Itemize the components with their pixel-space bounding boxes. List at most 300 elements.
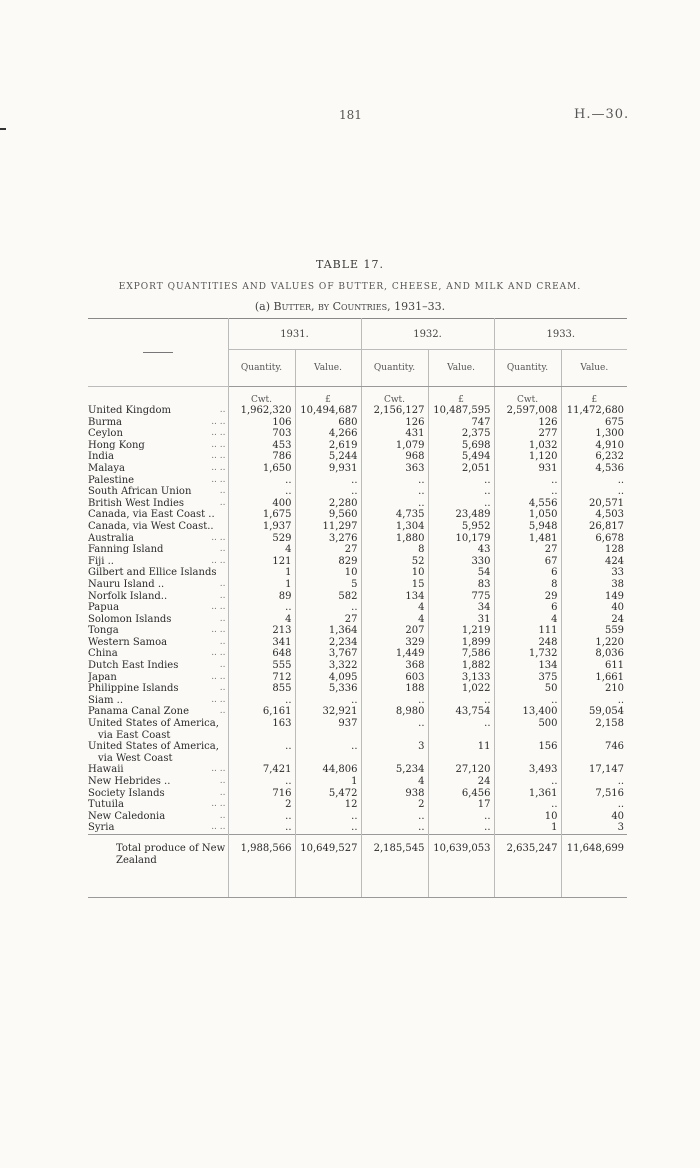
- table-title: TABLE 17.: [315, 258, 385, 271]
- leader-dots: .. ..: [211, 555, 226, 566]
- value-cell: ..: [428, 718, 494, 741]
- quantity-cell: 500: [494, 718, 561, 741]
- caption-prefix: (a): [254, 300, 271, 313]
- value-cell: 330: [428, 556, 494, 568]
- total-label: [88, 834, 228, 897]
- country-name: Japan: [88, 671, 117, 683]
- total-cell: 11,648,699: [561, 834, 627, 897]
- value-header: Value.: [295, 350, 361, 387]
- quantity-cell: 1,079: [361, 440, 428, 452]
- quantity-header: Quantity.: [361, 350, 428, 387]
- value-cell: 10,179: [428, 533, 494, 545]
- quantity-cell: 931: [494, 463, 561, 475]
- value-cell: ..: [428, 811, 494, 823]
- table-row: [88, 637, 627, 649]
- value-cell: ..: [428, 486, 494, 498]
- value-cell: 43,754: [428, 706, 494, 718]
- value-cell: 829: [295, 556, 361, 568]
- country-cell: [88, 776, 228, 788]
- total-cell: 2,185,545: [361, 834, 428, 897]
- quantity-cell: 248: [494, 637, 561, 649]
- leader-dots: .. ..: [211, 532, 226, 543]
- table-row: [88, 509, 627, 521]
- country-name: Fiji ..: [88, 555, 114, 567]
- quantity-cell: 3: [361, 741, 428, 764]
- value-cell: 40: [561, 811, 627, 823]
- table-row: [88, 440, 627, 452]
- table-row: [88, 579, 627, 591]
- quantity-cell: 786: [228, 451, 295, 463]
- value-cell: 59,054: [561, 706, 627, 718]
- value-cell: ..: [428, 498, 494, 510]
- quantity-header: Quantity.: [494, 350, 561, 387]
- value-cell: 33: [561, 567, 627, 579]
- value-cell: 6,232: [561, 451, 627, 463]
- table-row: [88, 533, 627, 545]
- year-header: 1933.: [494, 319, 627, 350]
- unit-value: £: [295, 387, 361, 406]
- leader-dots: .. ..: [211, 625, 226, 636]
- quantity-cell: ..: [494, 486, 561, 498]
- value-cell: 3,767: [295, 648, 361, 660]
- quantity-cell: ..: [361, 695, 428, 707]
- country-cell: [88, 660, 228, 672]
- quantity-cell: ..: [228, 602, 295, 614]
- value-cell: 1,300: [561, 428, 627, 440]
- value-cell: ..: [561, 486, 627, 498]
- quantity-cell: 648: [228, 648, 295, 660]
- unit-value: £: [428, 387, 494, 406]
- value-cell: 4,503: [561, 509, 627, 521]
- country-name: Tonga: [88, 625, 119, 637]
- quantity-cell: 213: [228, 625, 295, 637]
- value-cell: 44,806: [295, 764, 361, 776]
- country-name: Papua: [88, 602, 120, 614]
- country-name: Australia: [88, 532, 134, 544]
- year-header: 1931.: [228, 319, 361, 350]
- quantity-cell: 1,962,320: [228, 405, 295, 417]
- quantity-cell: 716: [228, 788, 295, 800]
- country-cell: [88, 405, 228, 417]
- leader-dots: .. ..: [211, 764, 226, 775]
- country-name: New Hebrides ..: [88, 776, 171, 787]
- quantity-cell: 126: [494, 417, 561, 429]
- table-row: [88, 822, 627, 834]
- country-name: China: [88, 648, 118, 660]
- quantity-cell: 4: [494, 614, 561, 626]
- quantity-cell: 5,234: [361, 764, 428, 776]
- quantity-cell: ..: [228, 811, 295, 823]
- quantity-cell: 529: [228, 533, 295, 545]
- quantity-cell: ..: [228, 695, 295, 707]
- country-name: New Caledonia: [88, 810, 166, 822]
- table-caption: [0, 300, 700, 313]
- leader-dots: ..: [219, 776, 226, 786]
- value-cell: 149: [561, 591, 627, 603]
- quantity-cell: 2,156,127: [361, 405, 428, 417]
- value-cell: 1,219: [428, 625, 494, 637]
- value-cell: 9,560: [295, 509, 361, 521]
- total-cell: 10,639,053: [428, 834, 494, 897]
- table-row: [88, 741, 627, 764]
- quantity-cell: 555: [228, 660, 295, 672]
- leader-dots: ..: [219, 497, 226, 508]
- quantity-cell: 13,400: [494, 706, 561, 718]
- value-cell: 7,516: [561, 788, 627, 800]
- table-row: [88, 602, 627, 614]
- quantity-cell: 3,493: [494, 764, 561, 776]
- quantity-cell: 67: [494, 556, 561, 568]
- value-cell: ..: [295, 695, 361, 707]
- value-cell: 12: [295, 799, 361, 811]
- quantity-cell: 5,948: [494, 521, 561, 533]
- value-cell: ..: [295, 811, 361, 823]
- value-cell: 2,280: [295, 498, 361, 510]
- table-row: [88, 463, 627, 475]
- country-name: United States of America,: [88, 718, 219, 730]
- country-cell: [88, 475, 228, 487]
- value-cell: 31: [428, 614, 494, 626]
- value-cell: 2,619: [295, 440, 361, 452]
- value-cell: 5: [295, 579, 361, 591]
- country-cell: [88, 683, 228, 695]
- table-row: [88, 776, 627, 788]
- table-subtitle: EXPORT QUANTITIES AND VALUES OF BUTTER, CHEESE, AND MILK AND CREAM.: [118, 282, 582, 292]
- quantity-cell: 121: [228, 556, 295, 568]
- quantity-cell: 341: [228, 637, 295, 649]
- quantity-cell: 2: [228, 799, 295, 811]
- country-name: Canada, via West Coast..: [88, 520, 214, 532]
- value-cell: 43: [428, 544, 494, 556]
- table-row: [88, 475, 627, 487]
- quantity-cell: 27: [494, 544, 561, 556]
- margin-mark: [0, 128, 6, 130]
- country-header-cell: [88, 319, 228, 387]
- leader-dots: ..: [219, 544, 226, 555]
- country-cell: [88, 648, 228, 660]
- quantity-cell: ..: [361, 718, 428, 741]
- country-name: Society Islands: [88, 787, 165, 799]
- quantity-cell: ..: [361, 498, 428, 510]
- quantity-cell: 1,880: [361, 533, 428, 545]
- country-name-continuation: via East Coast: [98, 729, 171, 741]
- quantity-cell: ..: [228, 741, 295, 764]
- quantity-cell: 1,675: [228, 509, 295, 521]
- value-cell: 40: [561, 602, 627, 614]
- table-row: [88, 799, 627, 811]
- quantity-cell: 156: [494, 741, 561, 764]
- leader-dots: .. ..: [211, 416, 226, 427]
- country-cell: [88, 764, 228, 776]
- value-cell: 7,586: [428, 648, 494, 660]
- quantity-cell: 4: [228, 614, 295, 626]
- table-row: [88, 764, 627, 776]
- country-name: Burma: [88, 416, 123, 428]
- quantity-cell: 163: [228, 718, 295, 741]
- value-cell: 4,910: [561, 440, 627, 452]
- table-row: [88, 567, 627, 579]
- leader-dots: ..: [219, 405, 226, 415]
- value-cell: 747: [428, 417, 494, 429]
- table-row: [88, 648, 627, 660]
- value-cell: 2,051: [428, 463, 494, 475]
- quantity-cell: 431: [361, 428, 428, 440]
- value-cell: ..: [561, 799, 627, 811]
- quantity-cell: 29: [494, 591, 561, 603]
- value-cell: 3,322: [295, 660, 361, 672]
- leader-dots: ..: [219, 810, 226, 821]
- value-cell: 1,882: [428, 660, 494, 672]
- country-cell: [88, 544, 228, 556]
- table-row: [88, 556, 627, 568]
- value-cell: 26,817: [561, 521, 627, 533]
- quantity-cell: 8,980: [361, 706, 428, 718]
- quantity-cell: 15: [361, 579, 428, 591]
- value-cell: 611: [561, 660, 627, 672]
- total-label-line1: Total produce of New: [116, 842, 226, 854]
- country-cell: [88, 591, 228, 603]
- value-cell: 27: [295, 544, 361, 556]
- country-name: British West Indies: [88, 497, 185, 509]
- page-number: 181: [339, 108, 362, 122]
- country-name-continuation: via West Coast: [98, 752, 173, 764]
- quantity-cell: ..: [494, 776, 561, 788]
- quantity-cell: 106: [228, 417, 295, 429]
- quantity-cell: 4: [228, 544, 295, 556]
- quantity-cell: 703: [228, 428, 295, 440]
- value-cell: 17,147: [561, 764, 627, 776]
- value-cell: 2,158: [561, 718, 627, 741]
- country-name: Panama Canal Zone: [88, 706, 189, 718]
- value-cell: 1,899: [428, 637, 494, 649]
- table-row: [88, 451, 627, 463]
- caption-text: Butter, by Countries, 1931–33.: [273, 300, 446, 313]
- country-name: Norfolk Island..: [88, 590, 168, 602]
- country-name: Palestine: [88, 474, 135, 486]
- quantity-cell: 4: [361, 602, 428, 614]
- value-cell: 4,095: [295, 672, 361, 684]
- quantity-cell: 10: [361, 567, 428, 579]
- value-cell: 937: [295, 718, 361, 741]
- quantity-cell: 277: [494, 428, 561, 440]
- quantity-cell: ..: [228, 486, 295, 498]
- quantity-cell: 134: [494, 660, 561, 672]
- country-name: Hong Kong: [88, 439, 145, 451]
- quantity-cell: ..: [494, 695, 561, 707]
- country-name: Western Samoa: [88, 636, 168, 648]
- value-cell: 3: [561, 822, 627, 834]
- country-name: United States of America,: [88, 741, 219, 753]
- value-cell: 23,489: [428, 509, 494, 521]
- quantity-cell: 6: [494, 602, 561, 614]
- table-row: [88, 811, 627, 823]
- leader-dots: .. ..: [211, 671, 226, 682]
- quantity-cell: ..: [494, 475, 561, 487]
- quantity-cell: 1,937: [228, 521, 295, 533]
- country-cell: [88, 637, 228, 649]
- country-name: Canada, via East Coast ..: [88, 509, 215, 521]
- quantity-cell: 375: [494, 672, 561, 684]
- total-cell: 2,635,247: [494, 834, 561, 897]
- total-cell: 1,988,566: [228, 834, 295, 897]
- country-name: Dutch East Indies: [88, 660, 179, 672]
- table-row: [88, 498, 627, 510]
- value-cell: 24: [428, 776, 494, 788]
- country-cell: [88, 741, 228, 764]
- table-row: [88, 614, 627, 626]
- country-name: Nauru Island ..: [88, 578, 165, 590]
- quantity-cell: 111: [494, 625, 561, 637]
- quantity-cell: 10: [494, 811, 561, 823]
- table-row: [88, 706, 627, 718]
- value-cell: 20,571: [561, 498, 627, 510]
- quantity-cell: 453: [228, 440, 295, 452]
- value-cell: 10,494,687: [295, 405, 361, 417]
- value-cell: 11,472,680: [561, 405, 627, 417]
- value-cell: 5,244: [295, 451, 361, 463]
- year-header: 1932.: [361, 319, 494, 350]
- value-header: Value.: [428, 350, 494, 387]
- country-cell: [88, 706, 228, 718]
- quantity-cell: 1,120: [494, 451, 561, 463]
- quantity-cell: 855: [228, 683, 295, 695]
- country-cell: [88, 428, 228, 440]
- value-cell: 5,472: [295, 788, 361, 800]
- value-cell: 4,266: [295, 428, 361, 440]
- leader-dots: .. ..: [211, 822, 226, 833]
- value-cell: 17: [428, 799, 494, 811]
- value-cell: 38: [561, 579, 627, 591]
- value-cell: 746: [561, 741, 627, 764]
- quantity-cell: 1,481: [494, 533, 561, 545]
- value-cell: ..: [428, 475, 494, 487]
- quantity-cell: 1: [494, 822, 561, 834]
- country-name: India: [88, 451, 114, 463]
- value-cell: 6,456: [428, 788, 494, 800]
- value-cell: 582: [295, 591, 361, 603]
- value-cell: 1,661: [561, 672, 627, 684]
- value-cell: 1,364: [295, 625, 361, 637]
- quantity-cell: 603: [361, 672, 428, 684]
- quantity-cell: 8: [494, 579, 561, 591]
- country-name: Philippine Islands: [88, 683, 179, 695]
- value-cell: ..: [561, 475, 627, 487]
- quantity-cell: ..: [228, 776, 295, 788]
- year-header-row: [88, 319, 627, 350]
- value-cell: 5,336: [295, 683, 361, 695]
- value-cell: 8,036: [561, 648, 627, 660]
- leader-dots: ..: [219, 660, 226, 671]
- country-name: South African Union: [88, 486, 192, 498]
- value-cell: 128: [561, 544, 627, 556]
- country-cell: [88, 509, 228, 521]
- value-cell: 11: [428, 741, 494, 764]
- country-cell: [88, 417, 228, 429]
- value-cell: 424: [561, 556, 627, 568]
- country-cell: [88, 718, 228, 741]
- total-label-line2: Zealand: [116, 854, 157, 866]
- country-cell: [88, 567, 228, 579]
- unit-value: £: [561, 387, 627, 406]
- table-row: [88, 591, 627, 603]
- value-cell: 1,220: [561, 637, 627, 649]
- table-row: [88, 718, 627, 741]
- quantity-cell: 968: [361, 451, 428, 463]
- quantity-cell: 1: [228, 567, 295, 579]
- country-cell: [88, 440, 228, 452]
- leader-dots: .. ..: [211, 462, 226, 473]
- leader-dots: ..: [219, 787, 226, 798]
- leader-dots: .. ..: [211, 648, 226, 659]
- table-row: [88, 695, 627, 707]
- quantity-cell: 4,556: [494, 498, 561, 510]
- country-cell: [88, 579, 228, 591]
- quantity-header: Quantity.: [228, 350, 295, 387]
- quantity-cell: 4: [361, 614, 428, 626]
- country-cell: [88, 799, 228, 811]
- table-row: [88, 660, 627, 672]
- value-cell: 2,375: [428, 428, 494, 440]
- table-row: [88, 788, 627, 800]
- country-name: Malaya: [88, 462, 125, 474]
- country-cell: [88, 521, 228, 533]
- value-cell: ..: [428, 695, 494, 707]
- table-row: [88, 672, 627, 684]
- value-cell: 5,952: [428, 521, 494, 533]
- country-cell: [88, 533, 228, 545]
- total-cell: 10,649,527: [295, 834, 361, 897]
- country-name: Solomon Islands: [88, 613, 172, 625]
- quantity-cell: 1,050: [494, 509, 561, 521]
- country-cell: [88, 614, 228, 626]
- value-cell: 27: [295, 614, 361, 626]
- quantity-cell: 400: [228, 498, 295, 510]
- table-row: [88, 486, 627, 498]
- value-cell: 559: [561, 625, 627, 637]
- table-row: [88, 625, 627, 637]
- value-cell: 11,297: [295, 521, 361, 533]
- unit-quantity: Cwt.: [361, 387, 428, 406]
- quantity-cell: 4: [361, 776, 428, 788]
- quantity-cell: 7,421: [228, 764, 295, 776]
- value-cell: ..: [561, 695, 627, 707]
- leader-dots: .. ..: [211, 428, 226, 439]
- quantity-cell: 368: [361, 660, 428, 672]
- country-name: Gilbert and Ellice Islands: [88, 567, 217, 579]
- leader-dots: .. ..: [211, 799, 226, 810]
- value-cell: ..: [295, 822, 361, 834]
- quantity-cell: ..: [361, 486, 428, 498]
- quantity-cell: 329: [361, 637, 428, 649]
- quantity-cell: 207: [361, 625, 428, 637]
- country-cell: [88, 602, 228, 614]
- leader-dots: ..: [219, 578, 226, 589]
- value-cell: 27,120: [428, 764, 494, 776]
- table-row: [88, 683, 627, 695]
- country-name: United Kingdom: [88, 405, 171, 416]
- value-cell: 10: [295, 567, 361, 579]
- country-cell: [88, 463, 228, 475]
- value-cell: ..: [295, 486, 361, 498]
- country-name: Fanning Island: [88, 544, 164, 556]
- value-cell: ..: [295, 602, 361, 614]
- quantity-cell: 89: [228, 591, 295, 603]
- document-reference: H.—30.: [574, 107, 630, 122]
- country-cell: [88, 822, 228, 834]
- table-row: [88, 405, 627, 417]
- quantity-cell: 188: [361, 683, 428, 695]
- value-cell: 5,698: [428, 440, 494, 452]
